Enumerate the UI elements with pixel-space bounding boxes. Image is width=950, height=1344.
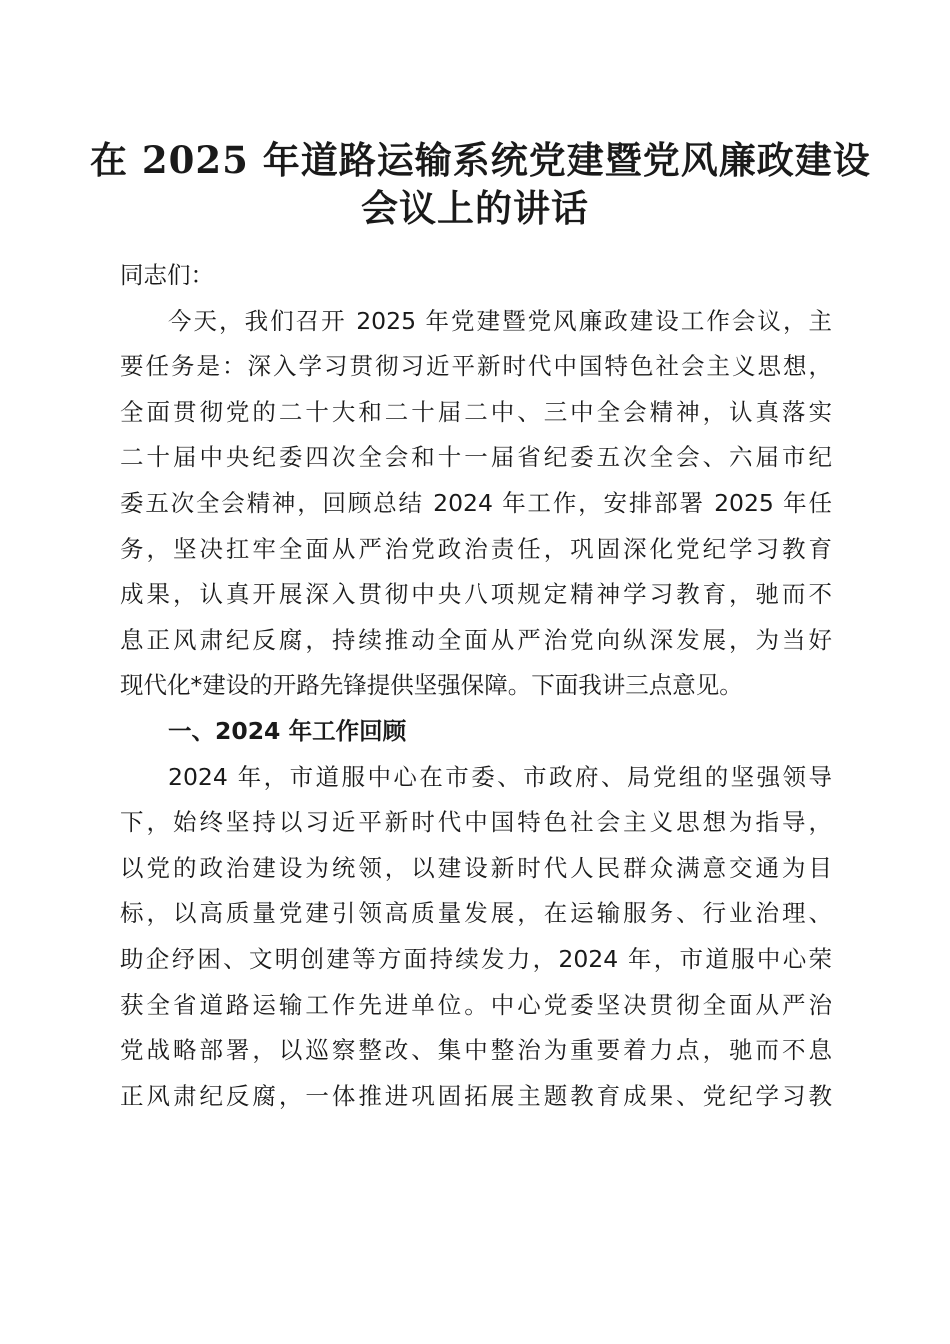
paragraph-line: 成果，认真开展深入贯彻中央八项规定精神学习教育，驰而不 — [120, 580, 832, 609]
paragraph-line: 要任务是：深入学习贯彻习近平新时代中国特色社会主义思想， — [120, 352, 832, 381]
paragraph-line: 助企纾困、文明创建等方面持续发力，2024 年，市道服中心荣 — [120, 944, 832, 973]
paragraph-line: 今天，我们召开 2025 年党建暨党风廉政建设工作会议，主 — [168, 306, 832, 335]
paragraph-line: 现代化*建设的开路先锋提供坚强保障。下面我讲三点意见。 — [120, 671, 743, 700]
paragraph-line: 务，坚决扛牢全面从严治党政治责任，巩固深化党纪学习教育 — [120, 534, 832, 563]
paragraph-line: 正风肃纪反腐，一体推进巩固拓展主题教育成果、党纪学习教 — [120, 1081, 832, 1110]
salutation: 同志们： — [120, 261, 214, 289]
paragraph-line: 党战略部署，以巡察整改、集中整治为重要着力点，驰而不息 — [120, 1036, 832, 1065]
paragraph-line: 委五次全会精神，回顾总结 2024 年工作，安排部署 2025 年任 — [120, 488, 832, 517]
paragraph-intro — [120, 299, 832, 709]
section-heading: 一、2024 年工作回顾 — [168, 716, 407, 745]
document-body — [120, 253, 832, 1119]
paragraph-line: 2024 年，市道服中心在市委、市政府、局党组的坚强领导 — [168, 762, 832, 791]
paragraph-line: 二十届中央纪委四次全会和十一届省纪委五次全会、六届市纪 — [120, 443, 832, 472]
document-title-line-1: 在 2025 年道路运输系统党建暨党风廉政建设 — [90, 138, 871, 182]
paragraph-line: 获全省道路运输工作先进单位。中心党委坚决贯彻全面从严治 — [120, 990, 832, 1019]
paragraph-line: 息正风肃纪反腐，持续推动全面从严治党向纵深发展，为当好 — [120, 625, 832, 654]
paragraph-line: 标，以高质量党建引领高质量发展，在运输服务、行业治理、 — [120, 899, 832, 928]
paragraph-line: 全面贯彻党的二十大和二十届二中、三中全会精神，认真落实 — [120, 397, 832, 426]
paragraph-line: 下，始终坚持以习近平新时代中国特色社会主义思想为指导， — [120, 808, 832, 837]
document-title-line-2: 会议上的讲话 — [361, 186, 589, 230]
paragraph-line: 以党的政治建设为统领，以建设新时代人民群众满意交通为目 — [120, 853, 832, 882]
paragraph-review — [120, 755, 832, 1120]
